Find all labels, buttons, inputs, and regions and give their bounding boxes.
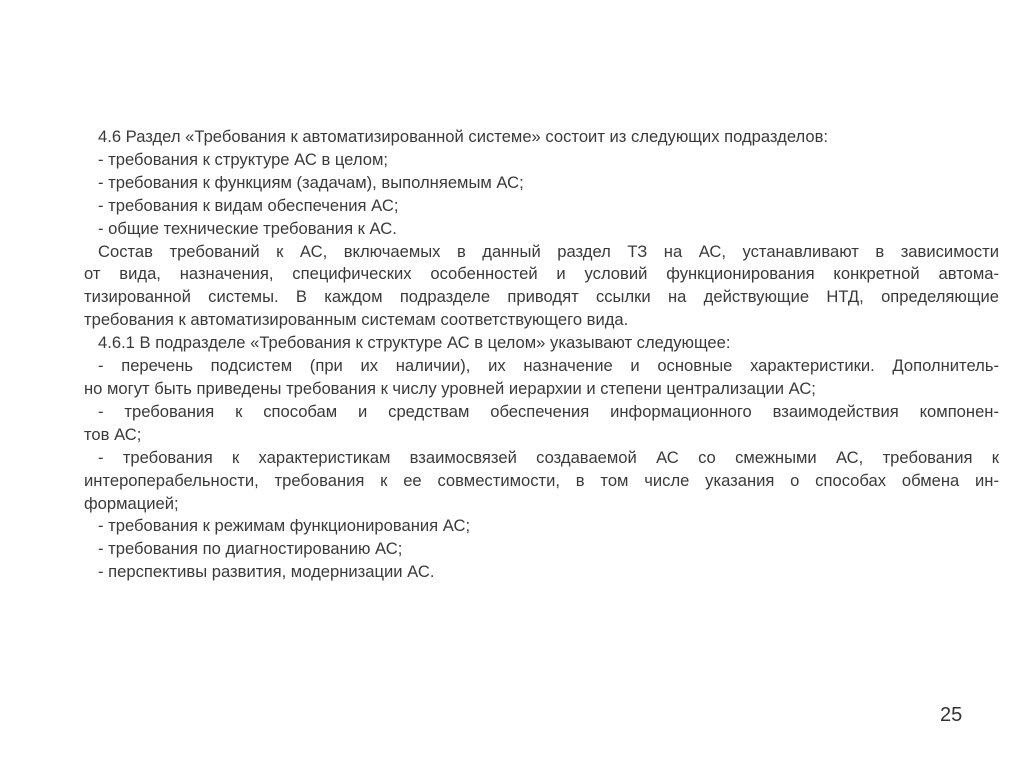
list-item: - требования к характеристикам взаимосвязей создаваемой АС со смежными АС, требования к [98, 447, 999, 467]
list-item: - требования к функциям (задачам), выполняемым АС; [98, 172, 524, 192]
section-heading-4-6: 4.6 Раздел «Требования к автоматизированной системе» состоит из следующих подразделов: [98, 127, 829, 146]
list-item: - требования к режимам функционирования АС; [98, 516, 471, 536]
list-item-continuation: тов АС; [84, 424, 142, 444]
list-item: - требования к структуре АС в целом; [98, 149, 388, 169]
list-item: - перечень подсистем (при их наличии), их назначение и основные характеристики. Дополнитель- [98, 356, 999, 376]
paragraph-line: от вида, назначения, специфических особенностей и условий функционирования конкретной автома- [84, 264, 999, 284]
list-item: - требования по диагностированию АС; [98, 539, 403, 559]
list-item-continuation: формацией; [84, 493, 179, 513]
page-number: 25 [940, 704, 963, 726]
list-item: - перспективы развития, модернизации АС. [98, 562, 435, 582]
paragraph-line: Состав требований к АС, включаемых в данный раздел ТЗ на АС, устанавливают в зависимости [98, 241, 999, 261]
list-item-continuation: но могут быть приведены требования к числу уровней иерархии и степени централизации АС; [84, 378, 816, 398]
document-body [84, 126, 999, 584]
paragraph-line: тизированной системы. В каждом подразделе приводят ссылки на действующие НТД, определяющие [84, 287, 999, 307]
list-item-continuation: интероперабельности, требования к ее совместимости, в том числе указания о способах обмена ин- [84, 470, 999, 490]
paragraph-line: требования к автоматизированным системам соответствующего вида. [84, 310, 629, 330]
list-item: - требования к видам обеспечения АС; [98, 195, 399, 215]
section-heading-4-6-1: 4.6.1 В подразделе «Требования к структуре АС в целом» указывают следующее: [98, 333, 731, 353]
list-item: - общие технические требования к АС. [98, 218, 397, 238]
list-item: - требования к способам и средствам обеспечения информационного взаимодействия компонен- [98, 401, 999, 421]
